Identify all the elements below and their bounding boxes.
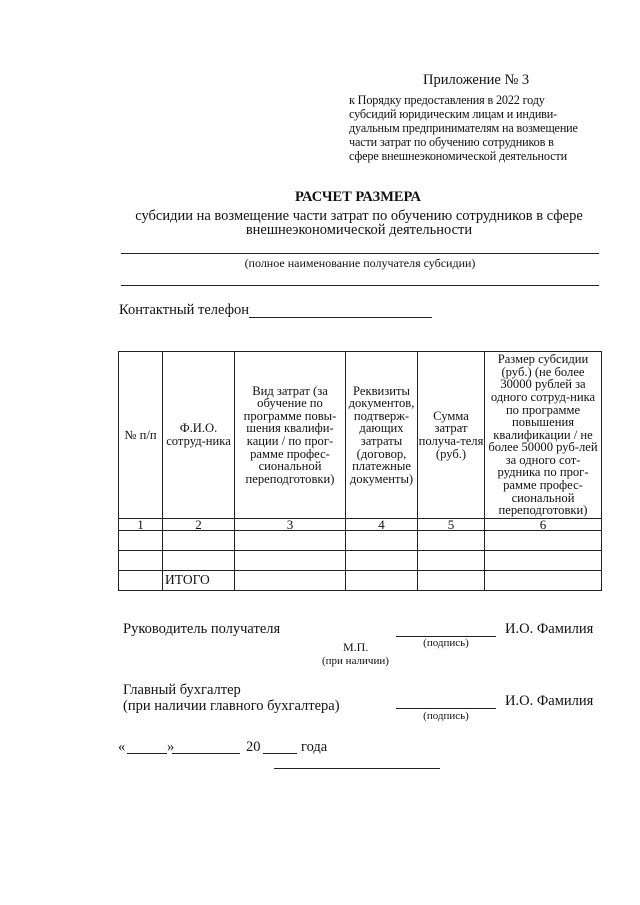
table-cell [346,571,418,591]
recipient-name-line [121,253,599,254]
total-row [119,571,602,591]
column-number: 4 [346,519,418,531]
column-number: 5 [418,519,485,531]
column-header: Размер субсидии (руб.) (не более 30000 рублей за одного сотруд-ника по программе повышения квалификации / не более 50000 руб-лей за одного сот-рудника по прог-рамме профес-сиональной переподготовки) [485,352,602,519]
accountant-signature-line [396,708,496,709]
contact-phone-label: Контактный телефон [119,302,250,318]
table-cell [485,551,602,571]
table-cell [163,531,235,551]
accountant-signature-caption: (подпись) [423,710,469,722]
recipient-name-line-2 [121,285,599,286]
document-subtitle: субсидии на возмещение части затрат по обучению сотрудников в сфере внешнеэкономической деятельности [135,208,583,238]
column-number: 1 [119,519,163,531]
column-number-row [119,519,602,531]
accountant-label: Главный бухгалтер [123,682,241,698]
column-header: Вид затрат (за обучение по программе повы-шения квалифи-кации / по прог-рамме профес-сиональной переподготовки) [235,352,346,519]
table-cell [346,551,418,571]
table-cell [418,571,485,591]
stamp-label: М.П. [343,640,369,654]
table-cell [235,571,346,591]
date-month-line [172,753,240,754]
recipient-caption: (полное наименование получателя субсидии) [244,256,476,270]
column-header: Ф.И.О. сотруд-ника [163,352,235,519]
table-cell [119,551,163,571]
date-year-line [263,753,297,754]
signature-caption: (подпись) [423,637,469,649]
appendix-line: субсидий юридическим лицам и индиви- [349,107,558,121]
table-cell [119,571,163,591]
date-year-prefix: 20 [246,739,261,755]
appendix-line: части затрат по обучению сотрудников в [349,135,554,149]
date-year-suffix: года [301,739,328,755]
accountant-name: И.О. Фамилия [505,693,594,709]
table-cell [235,551,346,571]
column-header: Сумма затрат получа-теля (руб.) [418,352,485,519]
appendix-line: к Порядку предоставления в 2022 году [349,93,545,107]
table-cell [346,531,418,551]
contact-phone-line [249,317,432,318]
appendix-title: Приложение № 3 [423,72,530,88]
appendix-line: сфере внешнеэкономической деятельности [349,149,567,163]
total-label: ИТОГО [163,571,235,591]
date-close-quote: » [167,739,175,755]
table-cell [235,531,346,551]
table-cell [485,571,602,591]
table-cell [418,551,485,571]
column-header: № п/п [119,352,163,519]
column-number: 2 [163,519,235,531]
date-bottom-line [274,768,440,769]
table-row [119,531,602,551]
head-name: И.О. Фамилия [505,621,594,637]
table-cell [119,531,163,551]
appendix-line: дуальным предпринимателям на возмещение [349,121,578,135]
column-number: 3 [235,519,346,531]
table-row [119,551,602,571]
table-cell [485,531,602,551]
stamp-caption: (при наличии) [322,655,389,667]
table-cell [163,551,235,571]
table-cell [418,531,485,551]
date-open-quote: « [118,739,126,755]
date-day-line [127,753,167,754]
head-label: Руководитель получателя [123,621,281,637]
column-number: 6 [485,519,602,531]
document-title: РАСЧЕТ РАЗМЕРА [294,189,422,205]
accountant-sublabel: (при наличии главного бухгалтера) [123,698,340,714]
column-header: Реквизиты документов, подтверж-дающих затраты (договор, платежные документы) [346,352,418,519]
subsidy-table [118,351,602,591]
table-header-row [119,352,602,519]
